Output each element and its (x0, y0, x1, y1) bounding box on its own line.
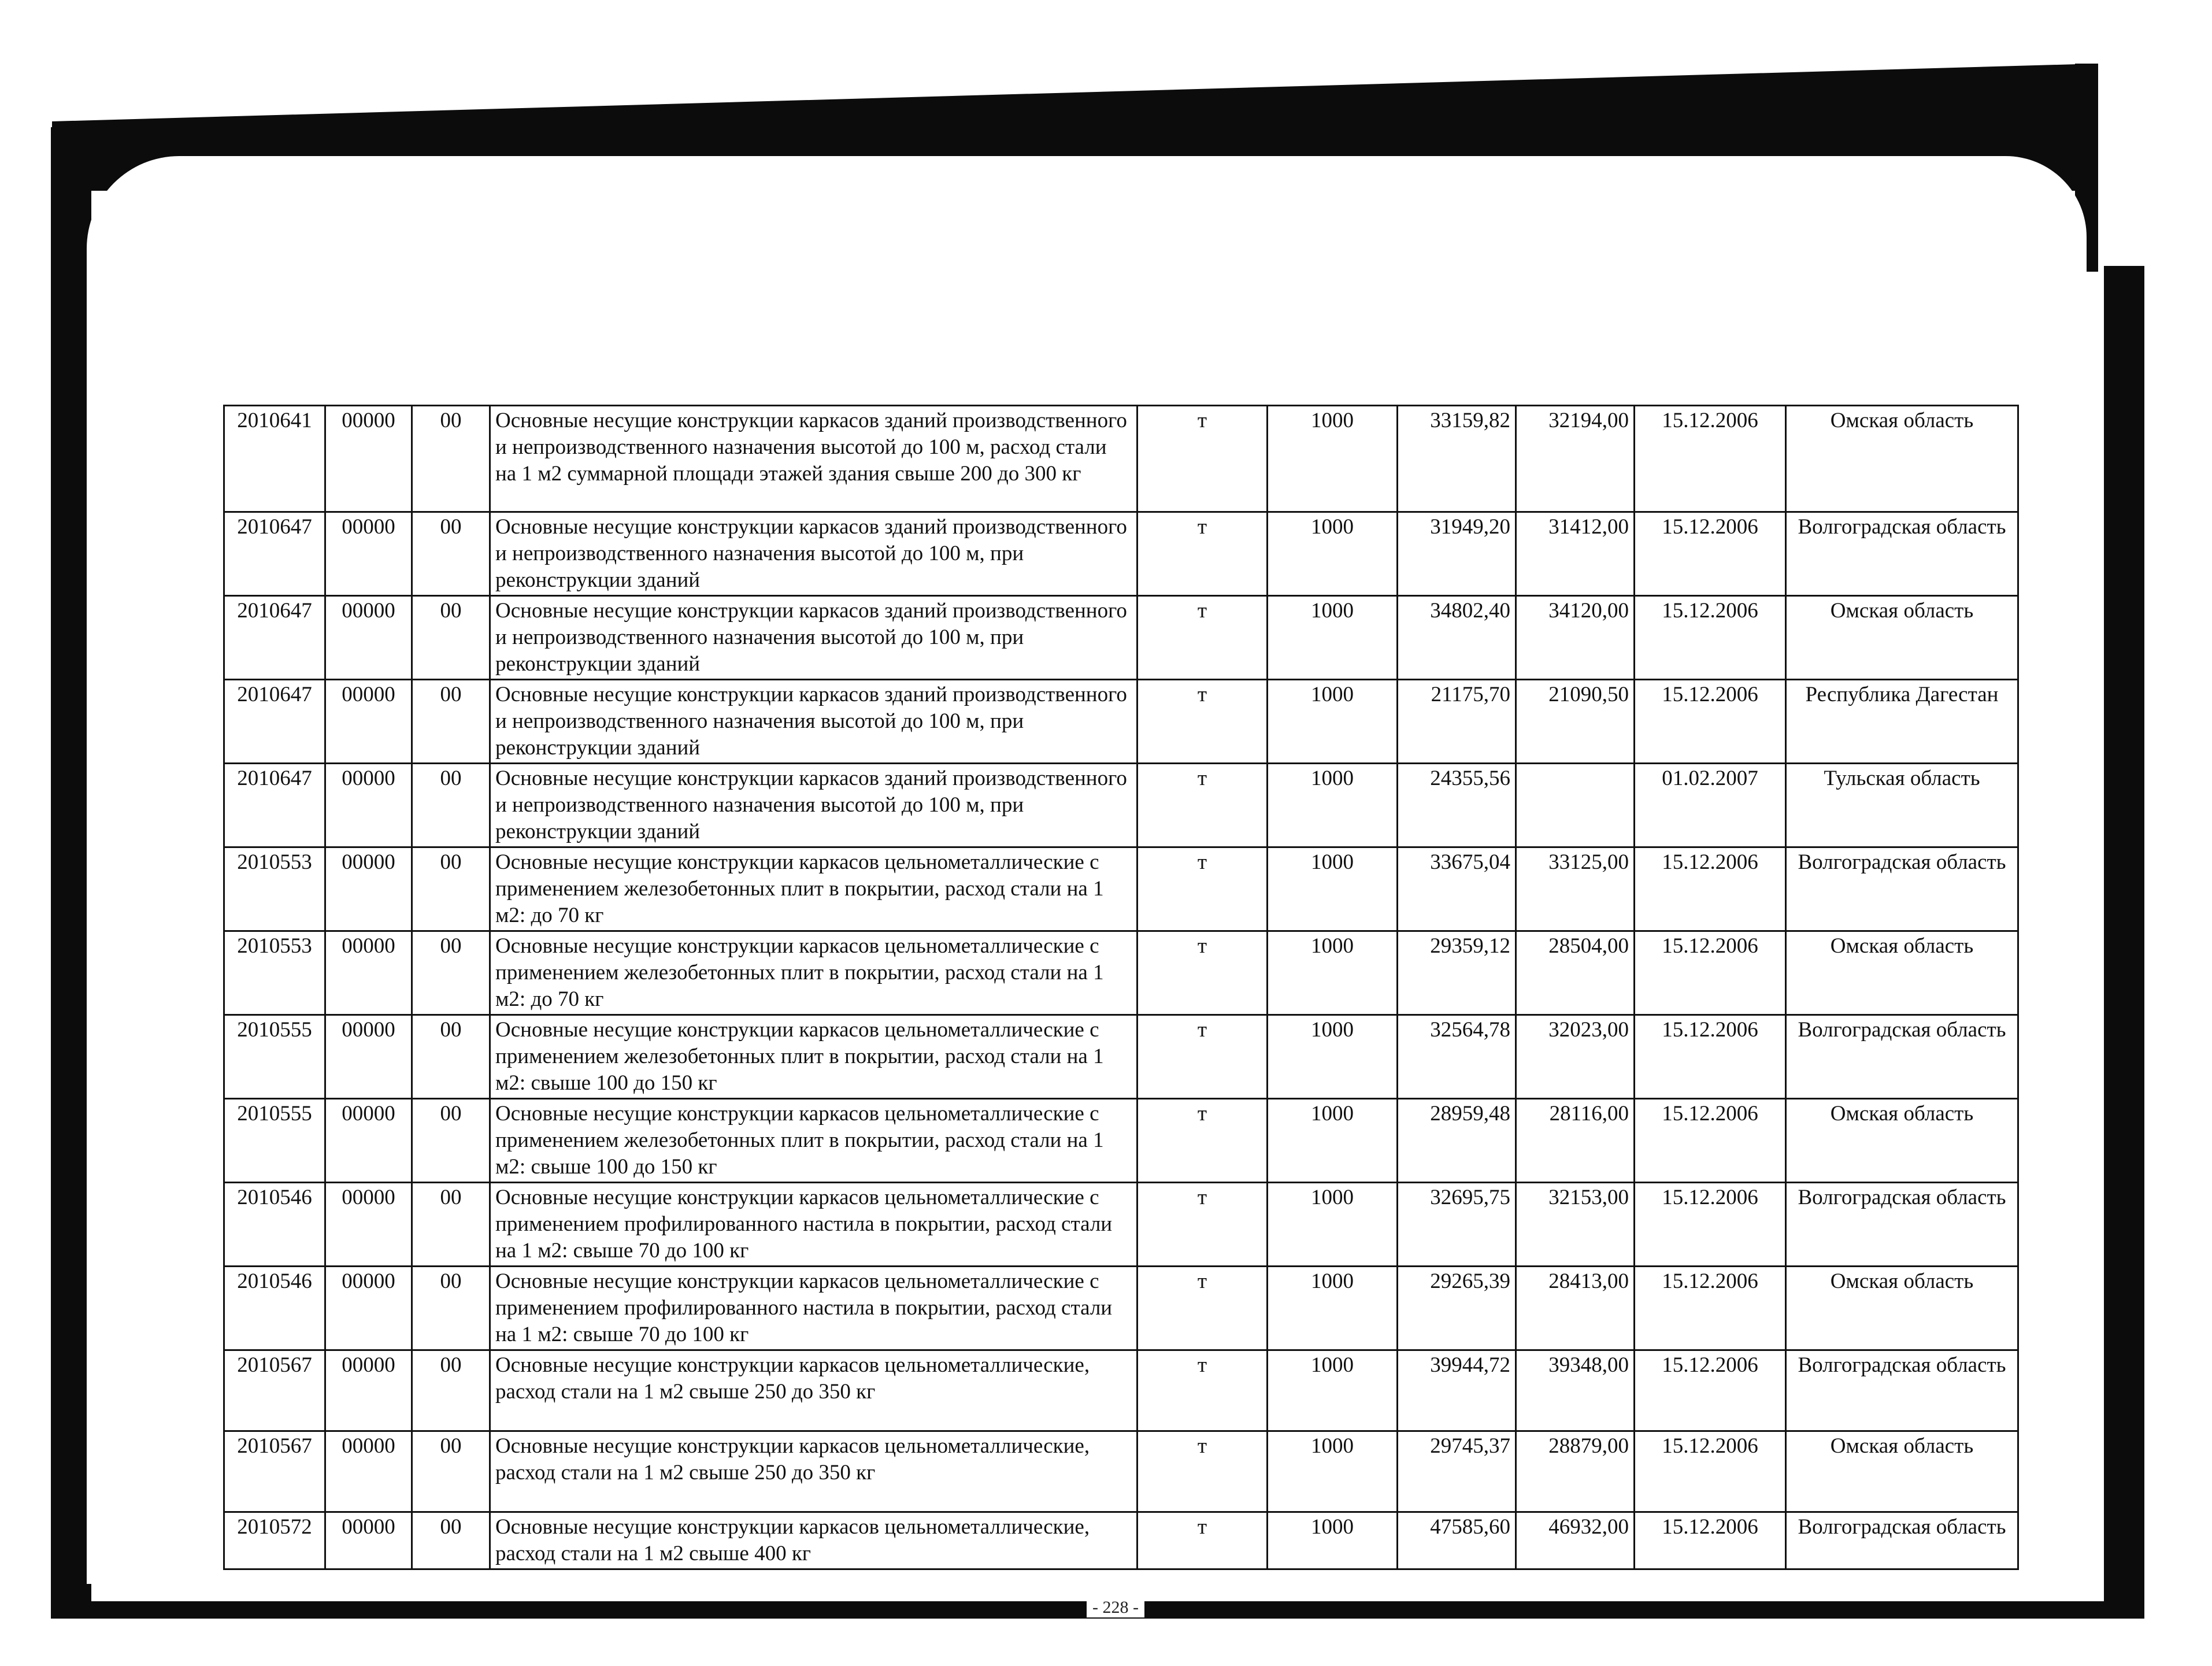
region-cell: Омская область (1786, 931, 2018, 1015)
quantity-cell: 1000 (1268, 1099, 1398, 1183)
date-cell: 15.12.2006 (1635, 1183, 1786, 1267)
price-cell: 33125,00 (1516, 847, 1635, 931)
region-cell: Омская область (1786, 1099, 2018, 1183)
unit-cell: т (1138, 1350, 1268, 1431)
region-cell: Волгоградская область (1786, 1183, 2018, 1267)
table-row (224, 512, 2018, 596)
price-cell: 46932,00 (1516, 1512, 1635, 1569)
price-cell: 33675,04 (1398, 847, 1516, 931)
sub-code-cell: 00 (412, 512, 490, 596)
sub-code-cell: 00000 (325, 931, 412, 1015)
price-table (223, 405, 2019, 1570)
sub-code-cell: 00 (412, 1099, 490, 1183)
date-cell: 15.12.2006 (1635, 1512, 1786, 1569)
table-row (224, 680, 2018, 764)
sub-code-cell: 00000 (325, 1431, 412, 1512)
date-cell: 15.12.2006 (1635, 596, 1786, 680)
unit-cell: т (1138, 1015, 1268, 1099)
quantity-cell: 1000 (1268, 1183, 1398, 1267)
sub-code-cell: 00000 (325, 1099, 412, 1183)
price-cell: 29745,37 (1398, 1431, 1516, 1512)
region-cell: Омская область (1786, 1431, 2018, 1512)
price-cell: 39348,00 (1516, 1350, 1635, 1431)
sub-code-cell: 00 (412, 1350, 490, 1431)
sub-code-cell: 00 (412, 931, 490, 1015)
region-cell: Омская область (1786, 596, 2018, 680)
description-cell: Основные несущие конструкции каркасов зданий производственного и непроизводственного назначения высотой до 100 м, при реконструкции зданий (490, 512, 1138, 596)
table-row (224, 764, 2018, 847)
table-row (224, 1350, 2018, 1431)
unit-cell: т (1138, 847, 1268, 931)
sub-code-cell: 00000 (325, 1183, 412, 1267)
price-cell: 47585,60 (1398, 1512, 1516, 1569)
code-cell: 2010647 (224, 680, 325, 764)
region-cell: Волгоградская область (1786, 512, 2018, 596)
quantity-cell: 1000 (1268, 764, 1398, 847)
quantity-cell: 1000 (1268, 512, 1398, 596)
description-cell: Основные несущие конструкции каркасов цельнометаллические с применением железобетонных плит в покрытии, расход стали на 1 м2: до 70 кг (490, 847, 1138, 931)
date-cell: 15.12.2006 (1635, 931, 1786, 1015)
date-cell: 15.12.2006 (1635, 1431, 1786, 1512)
sub-code-cell: 00000 (325, 847, 412, 931)
region-cell: Омская область (1786, 406, 2018, 512)
date-cell: 15.12.2006 (1635, 1015, 1786, 1099)
table-row (224, 1267, 2018, 1350)
table-body (224, 406, 2018, 1569)
description-cell: Основные несущие конструкции каркасов зданий производственного и непроизводственного назначения высотой до 100 м, при реконструкции зданий (490, 680, 1138, 764)
sub-code-cell: 00000 (325, 680, 412, 764)
price-cell: 24355,56 (1398, 764, 1516, 847)
code-cell: 2010641 (224, 406, 325, 512)
quantity-cell: 1000 (1268, 1015, 1398, 1099)
price-cell: 29359,12 (1398, 931, 1516, 1015)
sub-code-cell: 00000 (325, 1512, 412, 1569)
unit-cell: т (1138, 1512, 1268, 1569)
price-cell: 39944,72 (1398, 1350, 1516, 1431)
region-cell: Республика Дагестан (1786, 680, 2018, 764)
date-cell: 15.12.2006 (1635, 1099, 1786, 1183)
table-row (224, 406, 2018, 512)
region-cell: Волгоградская область (1786, 1350, 2018, 1431)
price-cell: 28116,00 (1516, 1099, 1635, 1183)
date-cell: 15.12.2006 (1635, 1267, 1786, 1350)
table-row (224, 1099, 2018, 1183)
region-cell: Волгоградская область (1786, 847, 2018, 931)
region-cell: Волгоградская область (1786, 1015, 2018, 1099)
code-cell: 2010546 (224, 1183, 325, 1267)
table-row (224, 847, 2018, 931)
unit-cell: т (1138, 1099, 1268, 1183)
quantity-cell: 1000 (1268, 931, 1398, 1015)
code-cell: 2010555 (224, 1015, 325, 1099)
quantity-cell: 1000 (1268, 1431, 1398, 1512)
sub-code-cell: 00000 (325, 596, 412, 680)
page-number: - 228 - (1087, 1598, 1144, 1617)
description-cell: Основные несущие конструкции каркасов цельнометаллические, расход стали на 1 м2 свыше 250 до 350 кг (490, 1350, 1138, 1431)
price-cell: 32153,00 (1516, 1183, 1635, 1267)
price-cell: 31949,20 (1398, 512, 1516, 596)
price-cell: 33159,82 (1398, 406, 1516, 512)
price-cell: 21175,70 (1398, 680, 1516, 764)
unit-cell: т (1138, 1183, 1268, 1267)
price-cell: 28413,00 (1516, 1267, 1635, 1350)
price-cell: 28879,00 (1516, 1431, 1635, 1512)
region-cell: Омская область (1786, 1267, 2018, 1350)
description-cell: Основные несущие конструкции каркасов зданий производственного и непроизводственного назначения высотой до 100 м, при реконструкции зданий (490, 596, 1138, 680)
code-cell: 2010553 (224, 847, 325, 931)
table-row (224, 596, 2018, 680)
unit-cell: т (1138, 596, 1268, 680)
date-cell: 15.12.2006 (1635, 512, 1786, 596)
quantity-cell: 1000 (1268, 680, 1398, 764)
sub-code-cell: 00 (412, 1015, 490, 1099)
sub-code-cell: 00 (412, 406, 490, 512)
code-cell: 2010567 (224, 1350, 325, 1431)
sub-code-cell: 00000 (325, 1350, 412, 1431)
code-cell: 2010553 (224, 931, 325, 1015)
description-cell: Основные несущие конструкции каркасов цельнометаллические, расход стали на 1 м2 свыше 400 кг (490, 1512, 1138, 1569)
sub-code-cell: 00000 (325, 1015, 412, 1099)
description-cell: Основные несущие конструкции каркасов цельнометаллические с применением железобетонных плит в покрытии, расход стали на 1 м2: до 70 кг (490, 931, 1138, 1015)
unit-cell: т (1138, 931, 1268, 1015)
quantity-cell: 1000 (1268, 1267, 1398, 1350)
sub-code-cell: 00 (412, 764, 490, 847)
quantity-cell: 1000 (1268, 1350, 1398, 1431)
sub-code-cell: 00000 (325, 1267, 412, 1350)
code-cell: 2010555 (224, 1099, 325, 1183)
sub-code-cell: 00 (412, 1512, 490, 1569)
table-row (224, 931, 2018, 1015)
quantity-cell: 1000 (1268, 847, 1398, 931)
description-cell: Основные несущие конструкции каркасов зданий производственного и непроизводственного назначения высотой до 100 м, при реконструкции зданий (490, 764, 1138, 847)
price-cell: 34120,00 (1516, 596, 1635, 680)
sub-code-cell: 00000 (325, 764, 412, 847)
price-cell: 21090,50 (1516, 680, 1635, 764)
unit-cell: т (1138, 764, 1268, 847)
sub-code-cell: 00 (412, 847, 490, 931)
code-cell: 2010572 (224, 1512, 325, 1569)
unit-cell: т (1138, 406, 1268, 512)
date-cell: 15.12.2006 (1635, 406, 1786, 512)
quantity-cell: 1000 (1268, 1512, 1398, 1569)
code-cell: 2010647 (224, 596, 325, 680)
unit-cell: т (1138, 680, 1268, 764)
price-cell: 32023,00 (1516, 1015, 1635, 1099)
quantity-cell: 1000 (1268, 406, 1398, 512)
sub-code-cell: 00 (412, 1267, 490, 1350)
date-cell: 15.12.2006 (1635, 847, 1786, 931)
table-row (224, 1015, 2018, 1099)
sub-code-cell: 00 (412, 680, 490, 764)
table-row (224, 1183, 2018, 1267)
unit-cell: т (1138, 512, 1268, 596)
sub-code-cell: 00 (412, 1431, 490, 1512)
description-cell: Основные несущие конструкции каркасов цельнометаллические с применением профилированного настила в покрытии, расход стали на 1 м2: свыше 70 до 100 кг (490, 1183, 1138, 1267)
region-cell: Волгоградская область (1786, 1512, 2018, 1569)
description-cell: Основные несущие конструкции каркасов цельнометаллические с применением железобетонных плит в покрытии, расход стали на 1 м2: свыше 100 до 150 кг (490, 1099, 1138, 1183)
sub-code-cell: 00000 (325, 512, 412, 596)
price-cell: 28959,48 (1398, 1099, 1516, 1183)
code-cell: 2010546 (224, 1267, 325, 1350)
unit-cell: т (1138, 1267, 1268, 1350)
price-cell (1516, 764, 1635, 847)
code-cell: 2010647 (224, 764, 325, 847)
table-row (224, 1512, 2018, 1569)
region-cell: Тульская область (1786, 764, 2018, 847)
price-cell: 32194,00 (1516, 406, 1635, 512)
code-cell: 2010647 (224, 512, 325, 596)
sub-code-cell: 00 (412, 596, 490, 680)
price-cell: 28504,00 (1516, 931, 1635, 1015)
description-cell: Основные несущие конструкции каркасов зданий производственного и непроизводственного назначения высотой до 100 м, расход стали на 1 м2 суммарной площади этажей здания свыше 200 до 300 кг (490, 406, 1138, 512)
description-cell: Основные несущие конструкции каркасов цельнометаллические с применением профилированного настила в покрытии, расход стали на 1 м2: свыше 70 до 100 кг (490, 1267, 1138, 1350)
price-cell: 34802,40 (1398, 596, 1516, 680)
scan-border-right (2104, 266, 2144, 1619)
scan-border-left (51, 127, 91, 1619)
table-row (224, 1431, 2018, 1512)
date-cell: 01.02.2007 (1635, 764, 1786, 847)
unit-cell: т (1138, 1431, 1268, 1512)
sub-code-cell: 00 (412, 1183, 490, 1267)
quantity-cell: 1000 (1268, 596, 1398, 680)
description-cell: Основные несущие конструкции каркасов цельнометаллические, расход стали на 1 м2 свыше 250 до 350 кг (490, 1431, 1138, 1512)
date-cell: 15.12.2006 (1635, 680, 1786, 764)
price-cell: 31412,00 (1516, 512, 1635, 596)
price-cell: 29265,39 (1398, 1267, 1516, 1350)
price-cell: 32564,78 (1398, 1015, 1516, 1099)
sub-code-cell: 00000 (325, 406, 412, 512)
date-cell: 15.12.2006 (1635, 1350, 1786, 1431)
price-cell: 32695,75 (1398, 1183, 1516, 1267)
code-cell: 2010567 (224, 1431, 325, 1512)
description-cell: Основные несущие конструкции каркасов цельнометаллические с применением железобетонных плит в покрытии, расход стали на 1 м2: свыше 100 до 150 кг (490, 1015, 1138, 1099)
